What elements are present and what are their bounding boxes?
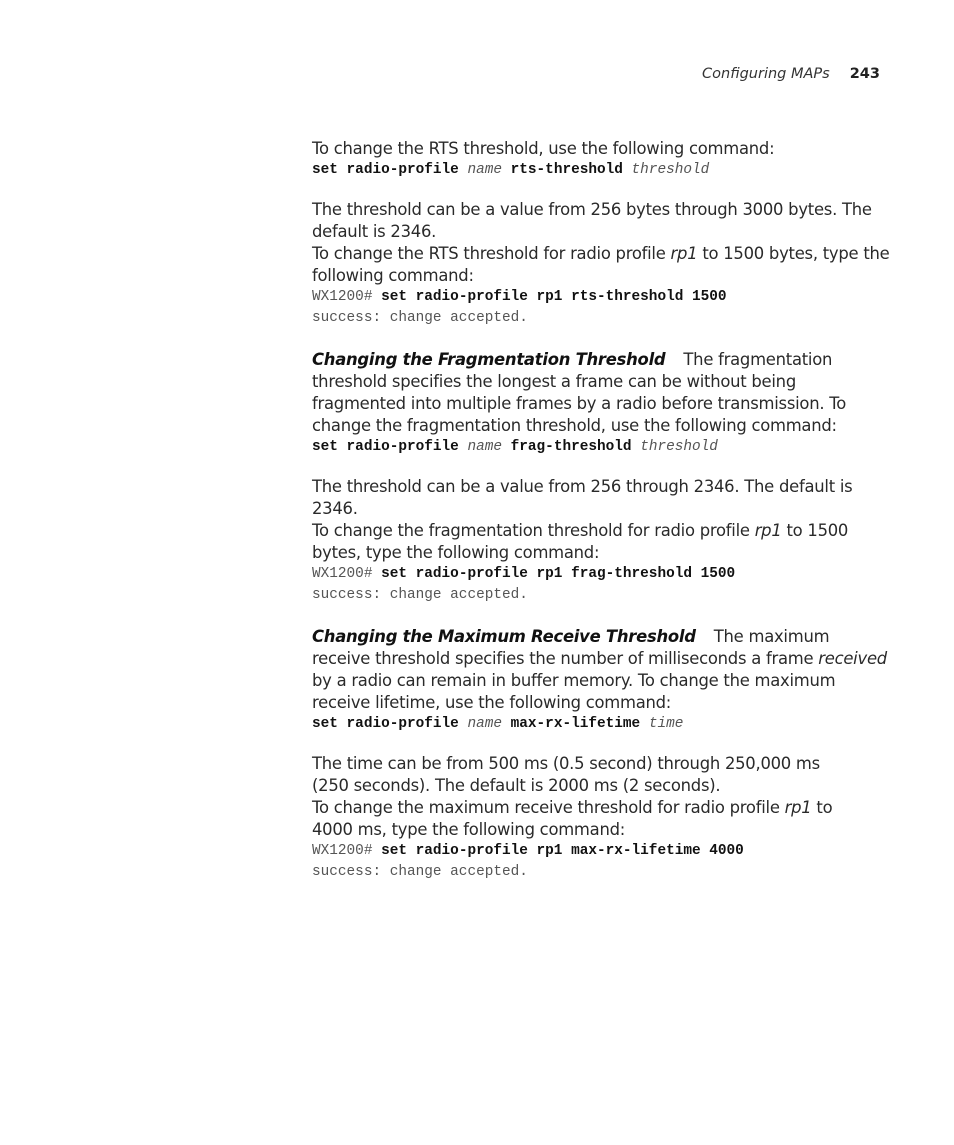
maxrx-example-command — [312, 841, 890, 862]
profile-name: rp1 — [670, 244, 698, 263]
rts-range: The threshold can be a value from 256 bytes through 3000 bytes. The default is 2346. — [312, 200, 872, 241]
cli-prompt: WX1200# — [312, 566, 373, 582]
page-header — [702, 66, 880, 82]
frag-intro: The fragmentation threshold specifies the longest a frame can be without being fragmented into multiple frames by a radio before transmission. To change the fragmentation threshold, use the following command: — [312, 350, 847, 435]
maxrx-heading: Changing the Maximum Receive Threshold — [312, 627, 696, 646]
maxrx-range: The time can be from 500 ms (0.5 second) through 250,000 ms (250 seconds). The default is 2000 ms (2 seconds). — [312, 754, 820, 795]
syntax-argument: name — [467, 162, 502, 178]
page-number: 243 — [849, 66, 880, 82]
frag-heading: Changing the Fragmentation Threshold — [312, 350, 666, 369]
cli-command: set radio-profile rp1 rts-threshold 1500 — [381, 289, 727, 305]
frag-syntax — [312, 437, 890, 458]
syntax-keyword: rts-threshold — [510, 162, 623, 178]
cli-output: success: change accepted. — [312, 587, 528, 603]
cli-prompt: WX1200# — [312, 843, 373, 859]
cli-command: set radio-profile rp1 frag-threshold 1500 — [381, 566, 736, 582]
syntax-argument: threshold — [631, 162, 710, 178]
frag-paragraph — [312, 349, 890, 437]
rts-example-intro: To change the RTS threshold for radio profile rp1 to 1500 bytes, type the following command: — [312, 244, 890, 285]
maxrx-syntax — [312, 714, 890, 735]
maxrx-paragraph: Changing the Maximum Receive Threshold The maximum receive threshold specifies the number of milliseconds a frame received by a radio can remain in buffer memory. To change the maximum receive lifetime, use the following command: — [312, 627, 887, 712]
syntax-keyword: set radio-profile — [312, 716, 459, 732]
syntax-argument: name — [467, 716, 502, 732]
syntax-keyword: frag-threshold — [510, 439, 632, 455]
rts-example-command — [312, 287, 890, 308]
frag-range: The threshold can be a value from 256 through 2346. The default is 2346. — [312, 477, 853, 518]
frag-example-command — [312, 564, 890, 585]
cli-prompt: WX1200# — [312, 289, 373, 305]
rts-syntax — [312, 160, 890, 181]
rts-intro: To change the RTS threshold, use the following command: — [312, 139, 775, 158]
emphasis-received: received — [818, 649, 887, 668]
frag-example-intro: To change the fragmentation threshold for radio profile rp1 to 1500 bytes, type the following command: — [312, 521, 849, 562]
rts-example-output — [312, 308, 890, 329]
maxrx-example-intro: To change the maximum receive threshold for radio profile rp1 to 4000 ms, type the following command: — [312, 798, 833, 839]
profile-name: rp1 — [754, 521, 782, 540]
page-content — [312, 138, 890, 883]
syntax-keyword: set radio-profile — [312, 162, 459, 178]
syntax-keyword: set radio-profile — [312, 439, 459, 455]
cli-command: set radio-profile rp1 max-rx-lifetime 4000 — [381, 843, 744, 859]
running-header-section: Configuring MAPs — [702, 66, 830, 82]
syntax-argument: threshold — [640, 439, 718, 455]
syntax-argument: time — [648, 716, 684, 732]
syntax-keyword: max-rx-lifetime — [510, 716, 641, 732]
profile-name: rp1 — [784, 798, 812, 817]
frag-example-output — [312, 585, 890, 606]
cli-output: success: change accepted. — [312, 864, 528, 880]
maxrx-example-output — [312, 862, 890, 883]
cli-output: success: change accepted. — [312, 310, 528, 326]
syntax-argument: name — [467, 439, 502, 455]
